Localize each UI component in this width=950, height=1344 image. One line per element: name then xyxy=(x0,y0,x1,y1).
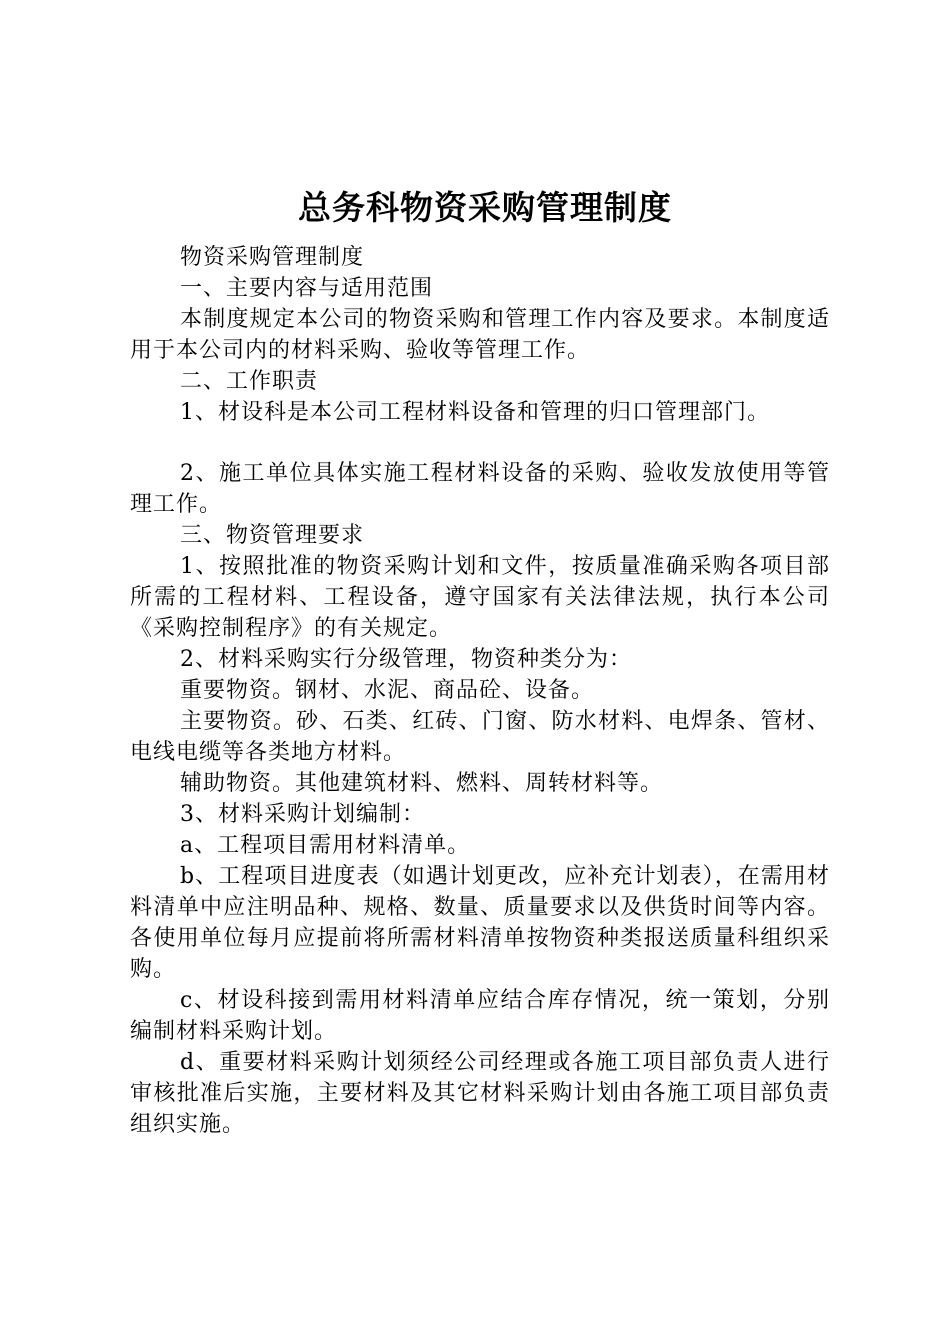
paragraph-requirement-3: 3、材料采购计划编制： xyxy=(180,802,425,827)
paragraph-duty-1: 1、材设科是本公司工程材料设备和管理的归口管理部门。 xyxy=(180,400,770,425)
paragraph-subtitle: 物资采购管理制度 xyxy=(180,245,365,270)
paragraph-item-a: a、工程项目需用材料清单。 xyxy=(180,833,471,858)
paragraph-requirement-2: 2、材料采购实行分级管理，物资种类分为： xyxy=(180,647,632,672)
section-heading-requirements: 三、物资管理要求 xyxy=(180,523,365,548)
paragraph-item-b: b、工程项目进度表（如遇计划更改，应补充计划表），在需用材料清单中应注明品种、规格、数量、质量要求以及供货时间等内容。各使用单位每月应提前将所需材料清单按物资种类报送质量科组织采购。 xyxy=(130,864,830,982)
paragraph-main-materials: 主要物资。砂、石类、红砖、门窗、防水材料、电焊条、管材、电线电缆等各类地方材料。 xyxy=(130,709,830,765)
document-title: 总务科物资采购管理制度 xyxy=(298,188,672,227)
paragraph-item-d: d、重要材料采购计划须经公司经理或各施工项目部负责人进行审核批准后实施，主要材料及其它材料采购计划由各施工项目部负责组织实施。 xyxy=(130,1050,830,1137)
paragraph-auxiliary-materials: 辅助物资。其他建筑材料、燃料、周转材料等。 xyxy=(180,771,664,796)
section-heading-duties: 二、工作职责 xyxy=(180,369,319,394)
paragraph-item-c: c、材设科接到需用材料清单应结合库存情况，统一策划，分别编制材料采购计划。 xyxy=(130,988,830,1044)
paragraph-requirement-1: 1、按照批准的物资采购计划和文件，按质量准确采购各项目部所需的工程材料、工程设备，遵守国家有关法律法规，执行本公司《采购控制程序》的有关规定。 xyxy=(130,554,830,641)
paragraph-important-materials: 重要物资。钢材、水泥、商品砼、设备。 xyxy=(180,678,595,703)
document-page xyxy=(130,186,830,1140)
paragraph-duty-2: 2、施工单位具体实施工程材料设备的采购、验收发放使用等管理工作。 xyxy=(130,461,830,517)
paragraph-scope: 本制度规定本公司的物资采购和管理工作内容及要求。本制度适用于本公司内的材料采购、验收等管理工作。 xyxy=(130,307,830,363)
section-heading-scope: 一、主要内容与适用范围 xyxy=(180,276,434,301)
